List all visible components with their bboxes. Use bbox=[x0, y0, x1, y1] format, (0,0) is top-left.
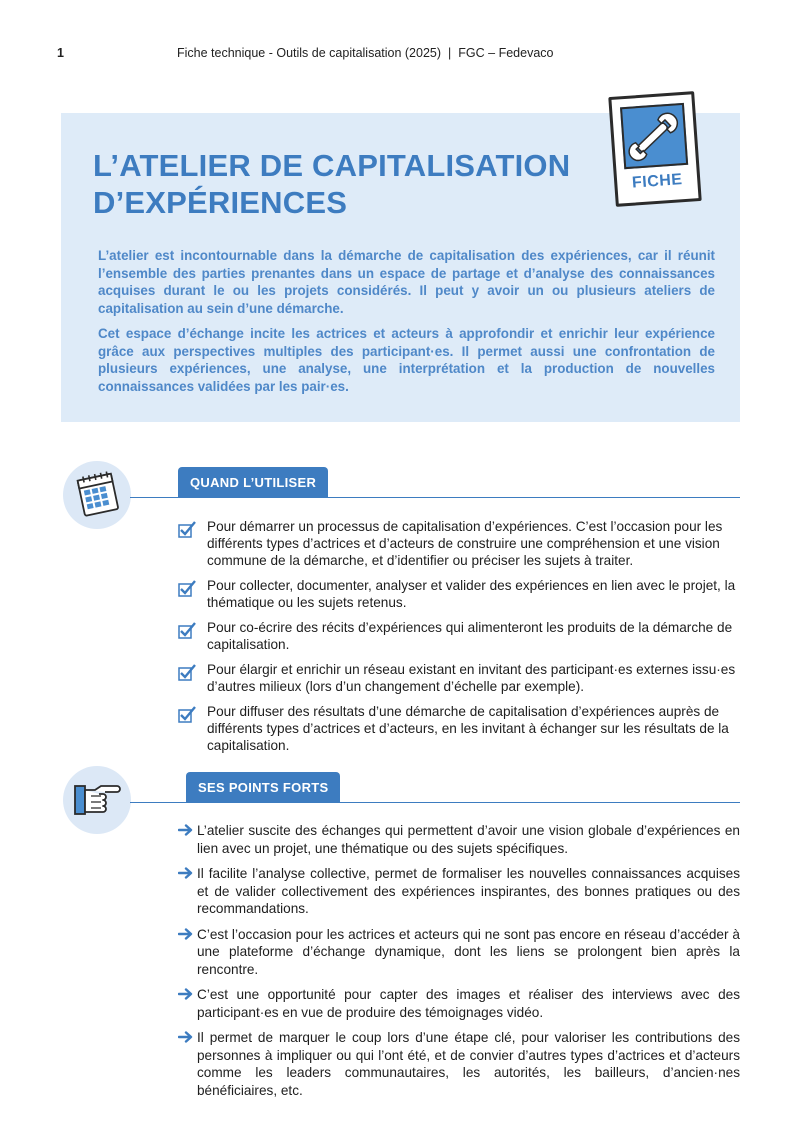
list-item bbox=[178, 822, 740, 857]
list-item-text: L’atelier suscite des échanges qui permettent d’avoir une vision globale d’expériences en lien avec un projet, une thématique ou des sujets spécifiques. bbox=[197, 823, 740, 856]
arrow-right-icon bbox=[178, 1031, 194, 1043]
list-item bbox=[178, 577, 740, 611]
fiche-label: FICHE bbox=[631, 171, 684, 192]
section-heading-when-to-use: QUAND L’UTILISER bbox=[178, 467, 328, 498]
list-item bbox=[178, 661, 740, 695]
list-item bbox=[178, 518, 740, 569]
list-item-text: Il facilite l’analyse collective, permet de formaliser les nouvelles connaissances acquises et de valider collectivement des expériences inspirantes, des bonnes pratiques ou des recommandations. bbox=[197, 866, 740, 916]
header-separator: | bbox=[448, 46, 452, 60]
list-item-text: Il permet de marquer le coup lors d’une étape clé, pour valoriser les contributions des personnes à impliquer ou qui l’ont été, et de convier d’autres types d’actrices et d’acteurs comme les leaders communautaires, les autorités, les bailleurs, d’ancien·nes bénéficiaires, etc. bbox=[197, 1030, 740, 1098]
intro-paragraph-1: L’atelier est incontournable dans la démarche de capitalisation des expériences, car il réunit l’ensemble des parties prenantes dans un espace de partage et d’analyse des connaissances acquises durant le ou les projets considérés. Il peut y avoir un ou plusieurs ateliers de capitalisation au sein d’une démarche. bbox=[98, 248, 715, 316]
checkbox-icon bbox=[178, 622, 196, 639]
list-item-text: Pour démarrer un processus de capitalisation d’expériences. C’est l’occasion pour les différents types d’actrices et d’acteurs de construire une compréhension et une vision commune de la démarche, et d’identifier ou préciser les sujets à traiter. bbox=[207, 519, 723, 568]
list-item-text: Pour co-écrire des récits d’expériences qui alimenteront les produits de la démarche de capitalisation. bbox=[207, 620, 733, 652]
list-item-text: C’est une opportunité pour capter des images et réaliser des interviews avec des participant·es en vue de produire des témoignages vidéo. bbox=[197, 987, 740, 1020]
title-line-2: D’EXPÉRIENCES bbox=[93, 185, 348, 220]
strengths-list bbox=[178, 822, 740, 1107]
when-to-use-list bbox=[178, 518, 740, 762]
page-number: 1 bbox=[57, 46, 64, 60]
wrench-icon bbox=[620, 103, 688, 169]
list-item bbox=[178, 703, 740, 754]
section-heading-strengths: SES POINTS FORTS bbox=[186, 772, 340, 803]
checkbox-icon bbox=[178, 521, 196, 538]
checkbox-icon bbox=[178, 580, 196, 597]
list-item bbox=[178, 865, 740, 918]
list-item-text: Pour collecter, documenter, analyser et valider des expériences en lien avec le projet, la thématique ou les sujets retenus. bbox=[207, 578, 736, 610]
intro-text bbox=[98, 247, 715, 403]
checkbox-icon bbox=[178, 664, 196, 681]
arrow-right-icon bbox=[178, 824, 194, 836]
checkbox-icon bbox=[178, 706, 196, 723]
arrow-right-icon bbox=[178, 867, 194, 879]
pointing-hand-icon bbox=[63, 766, 131, 834]
list-item-text: Pour élargir et enrichir un réseau existant en invitant des participant·es externes issu·es d’autres milieux (lors d’un changement d’échelle par exemple). bbox=[207, 662, 736, 694]
list-item bbox=[178, 1029, 740, 1099]
running-header bbox=[177, 46, 553, 60]
list-item-text: C’est l’occasion pour les actrices et acteurs qui ne sont pas encore en réseau d’accéder à une plateforme d’échange dynamique, dont les liens se prolongent bien après la rencontre. bbox=[197, 926, 740, 977]
organizations: FGC – Fedevaco bbox=[458, 46, 554, 60]
list-item bbox=[178, 926, 740, 979]
list-item bbox=[178, 986, 740, 1021]
list-item-text: Pour diffuser des résultats d’une démarche de capitalisation d’expériences auprès de différents types d’actrices et d’acteurs, en les invitant à échanger sur les résultats de la capitalisation. bbox=[207, 704, 729, 753]
arrow-right-icon bbox=[178, 928, 194, 940]
fiche-badge bbox=[608, 91, 701, 207]
page-header bbox=[0, 46, 800, 66]
title-line-1: L’ATELIER DE CAPITALISATION bbox=[93, 148, 571, 183]
intro-paragraph-2: Cet espace d’échange incite les actrices et acteurs à approfondir et enrichir leur expérience grâce aux perspectives multiples des participant·es. Il permet aussi une confrontation de plusieurs expériences, une analyse, une interprétation et la production de nouvelles connaissances validées par les pair·es. bbox=[98, 326, 715, 394]
page-title bbox=[93, 147, 593, 221]
document-title: Fiche technique - Outils de capitalisation (2025) bbox=[177, 46, 442, 60]
calendar-icon bbox=[63, 461, 131, 529]
fiche-frame bbox=[608, 91, 701, 207]
list-item bbox=[178, 619, 740, 653]
arrow-right-icon bbox=[178, 988, 194, 1000]
